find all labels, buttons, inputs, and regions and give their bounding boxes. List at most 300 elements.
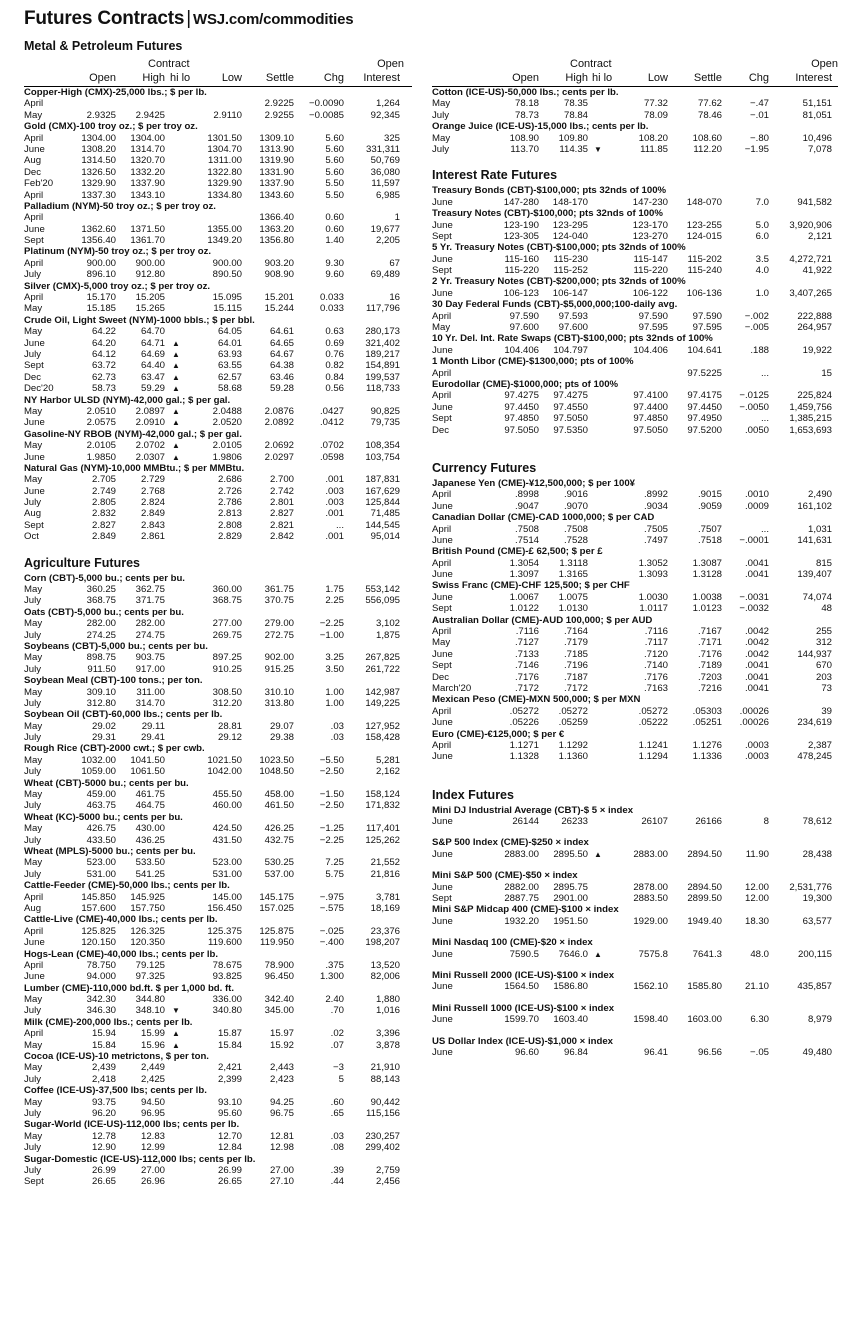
month-cell: July bbox=[24, 1142, 42, 1154]
open-cell: 2,439 bbox=[91, 1062, 116, 1074]
open-cell: 1.0122 bbox=[509, 603, 539, 615]
chg-cell: −5.50 bbox=[319, 754, 344, 766]
header-chg: Chg bbox=[323, 72, 344, 84]
settle-cell: 2.0692 bbox=[264, 440, 294, 452]
chg-cell: 0.60 bbox=[325, 212, 344, 224]
open-cell: 64.20 bbox=[91, 337, 116, 349]
month-cell: May bbox=[24, 440, 43, 452]
chg-cell: 5.60 bbox=[325, 155, 344, 167]
table-row bbox=[24, 133, 412, 144]
chg-cell: .003 bbox=[325, 485, 344, 497]
month-cell: May bbox=[24, 1130, 43, 1142]
settle-cell: 96.56 bbox=[697, 1046, 722, 1058]
settle-cell: .7189 bbox=[697, 660, 722, 672]
interest-cell: 154,891 bbox=[365, 360, 400, 372]
header-low: Low bbox=[647, 72, 668, 84]
interest-cell: 199,537 bbox=[365, 371, 400, 383]
low-cell: 340.80 bbox=[212, 1005, 242, 1017]
open-cell: .7176 bbox=[514, 671, 539, 683]
table-row bbox=[432, 413, 838, 424]
table-row bbox=[24, 823, 412, 834]
month-cell: April bbox=[24, 292, 44, 304]
high-cell: 2.849 bbox=[140, 508, 165, 520]
open-cell: 94.000 bbox=[86, 971, 116, 983]
table-row bbox=[24, 338, 412, 349]
table-row bbox=[432, 98, 838, 109]
table-row bbox=[24, 224, 412, 235]
low-cell: 2.0488 bbox=[212, 405, 242, 417]
open-cell: .05226 bbox=[509, 717, 539, 729]
open-cell: 900.00 bbox=[86, 257, 116, 269]
settle-cell: 2.9225 bbox=[264, 98, 294, 110]
header-interest: Interest bbox=[795, 72, 832, 84]
high-cell: 1.3118 bbox=[559, 557, 588, 569]
chg-cell: 6.30 bbox=[750, 1014, 769, 1026]
month-cell: June bbox=[432, 344, 453, 356]
chg-cell: −.400 bbox=[319, 937, 344, 949]
chg-cell: ... bbox=[336, 519, 344, 531]
high-cell: 1343.10 bbox=[130, 189, 165, 201]
month-cell: June bbox=[24, 937, 45, 949]
chg-cell: .0042 bbox=[744, 648, 769, 660]
table-row bbox=[24, 110, 412, 121]
trend-arrow-icon: ▲ bbox=[172, 1040, 180, 1050]
month-cell: June bbox=[432, 648, 453, 660]
open-cell: 1564.50 bbox=[504, 981, 539, 993]
settle-cell: 77.62 bbox=[697, 98, 722, 110]
chg-cell: 11.90 bbox=[745, 848, 769, 860]
open-cell: 78.18 bbox=[514, 98, 539, 110]
month-cell: June bbox=[432, 196, 453, 208]
table-row bbox=[24, 406, 412, 417]
table-row bbox=[432, 649, 838, 660]
open-cell: 64.12 bbox=[91, 348, 116, 360]
chg-cell: .0702 bbox=[319, 440, 344, 452]
high-cell: 464.75 bbox=[135, 800, 165, 812]
month-cell: May bbox=[24, 857, 43, 869]
table-row bbox=[432, 981, 838, 992]
low-cell: 115-147 bbox=[633, 253, 668, 265]
trend-arrow-icon: ▲ bbox=[172, 452, 180, 462]
section-spacer bbox=[432, 36, 838, 56]
open-cell: 147-280 bbox=[503, 196, 539, 208]
open-cell: 106-123 bbox=[503, 287, 539, 299]
chg-cell: −3 bbox=[333, 1062, 344, 1074]
chg-cell: 5.0 bbox=[755, 219, 769, 231]
chg-cell: 5.50 bbox=[325, 178, 344, 190]
chg-cell: −0.0090 bbox=[309, 98, 344, 110]
month-cell: June bbox=[432, 401, 453, 413]
contract-title: Milk (CME)-200,000 lbs.; cents per lb. bbox=[24, 1016, 193, 1028]
header-high: High bbox=[565, 72, 588, 84]
high-cell: 96.84 bbox=[563, 1046, 588, 1058]
high-cell: 903.75 bbox=[135, 652, 165, 664]
contract-title: Swiss Franc (CME)-CHF 125,500; $ per CHF bbox=[432, 580, 630, 592]
open-cell: .7127 bbox=[514, 637, 539, 649]
contract-title: Coffee (ICE-US)-37,500 lbs; cents per lb. bbox=[24, 1085, 207, 1097]
open-cell: 2.0105 bbox=[86, 440, 116, 452]
interest-cell: 144,545 bbox=[365, 519, 400, 531]
header-open-interest-top: Open bbox=[377, 58, 404, 70]
high-cell: 79.125 bbox=[135, 959, 165, 971]
interest-cell: 553,142 bbox=[365, 584, 400, 596]
month-cell: July bbox=[24, 269, 42, 281]
table-row bbox=[24, 595, 412, 606]
high-cell: 344.80 bbox=[135, 994, 165, 1006]
open-cell: .05272 bbox=[509, 705, 539, 717]
low-cell: 890.50 bbox=[212, 269, 242, 281]
high-cell: 106-147 bbox=[552, 287, 588, 299]
open-cell: 896.10 bbox=[86, 269, 116, 281]
interest-cell: 2,205 bbox=[375, 235, 400, 247]
settle-cell: 1.3087 bbox=[692, 557, 722, 569]
low-cell: .7176 bbox=[643, 671, 668, 683]
settle-cell: 64.67 bbox=[269, 348, 294, 360]
high-cell: 436.25 bbox=[135, 834, 165, 846]
chg-cell: −2.25 bbox=[319, 834, 344, 846]
chg-cell: .03 bbox=[330, 1130, 344, 1142]
trend-arrow-icon: ▲ bbox=[172, 406, 180, 416]
open-cell: .7133 bbox=[514, 648, 539, 660]
header-open: Open bbox=[89, 72, 116, 84]
open-cell: 12.90 bbox=[91, 1142, 116, 1154]
spacer bbox=[432, 1026, 838, 1036]
month-cell: June bbox=[432, 287, 453, 299]
table-row bbox=[24, 1040, 412, 1051]
open-cell: 2887.75 bbox=[504, 893, 539, 905]
table-row bbox=[432, 254, 838, 265]
chg-cell: .60 bbox=[330, 1096, 344, 1108]
high-cell: 123-295 bbox=[552, 219, 588, 231]
chg-cell: .39 bbox=[330, 1164, 344, 1176]
month-cell: May bbox=[24, 652, 43, 664]
low-cell: 95.60 bbox=[217, 1107, 242, 1119]
high-cell: 27.00 bbox=[140, 1164, 165, 1176]
interest-cell: 92,345 bbox=[370, 109, 400, 121]
chg-cell: 5.60 bbox=[325, 143, 344, 155]
high-cell: 12.99 bbox=[140, 1142, 165, 1154]
interest-cell: 144,937 bbox=[797, 648, 832, 660]
contract-title: Canadian Dollar (CME)-CAD 1000,000; $ per CAD bbox=[432, 512, 655, 524]
site-name: WSJ.com/commodities bbox=[192, 11, 354, 28]
high-cell: 97.5350 bbox=[553, 424, 588, 436]
open-cell: 78.73 bbox=[514, 109, 539, 121]
chg-cell: 6.0 bbox=[755, 230, 769, 242]
open-cell: 26.65 bbox=[91, 1176, 116, 1188]
month-cell: July bbox=[24, 1073, 42, 1085]
high-cell: 912.80 bbox=[135, 269, 165, 281]
open-cell: 97.4450 bbox=[504, 401, 539, 413]
settle-cell: 915.25 bbox=[264, 663, 294, 675]
settle-cell: 2,423 bbox=[269, 1073, 294, 1085]
high-cell: 15.205 bbox=[135, 292, 165, 304]
high-cell: 64.70 bbox=[140, 326, 165, 338]
high-cell: 2.768 bbox=[140, 485, 165, 497]
settle-cell: 15.244 bbox=[264, 303, 294, 315]
open-cell: 1.1271 bbox=[509, 739, 539, 751]
table-row bbox=[432, 220, 838, 231]
settle-cell: 342.40 bbox=[264, 994, 294, 1006]
chg-cell: .003 bbox=[325, 497, 344, 509]
settle-cell: .7167 bbox=[697, 626, 722, 638]
settle-cell: 432.75 bbox=[264, 834, 294, 846]
interest-cell: 225,824 bbox=[797, 390, 832, 402]
low-cell: 64.05 bbox=[217, 326, 242, 338]
low-cell: 455.50 bbox=[212, 789, 242, 801]
high-cell: 12.83 bbox=[140, 1130, 165, 1142]
low-cell: 2.808 bbox=[217, 519, 242, 531]
low-cell: 123-170 bbox=[632, 219, 668, 231]
low-cell: 312.20 bbox=[212, 697, 242, 709]
table-row bbox=[24, 167, 412, 178]
interest-cell: 2,121 bbox=[807, 230, 832, 242]
low-cell: 910.25 bbox=[212, 663, 242, 675]
high-cell: 461.75 bbox=[135, 789, 165, 801]
settle-cell: .9015 bbox=[697, 489, 722, 501]
month-cell: Sept bbox=[432, 230, 452, 242]
table-row bbox=[24, 474, 412, 485]
low-cell: 336.00 bbox=[212, 994, 242, 1006]
chg-cell: −.05 bbox=[750, 1046, 769, 1058]
header-chg: Chg bbox=[748, 72, 769, 84]
chg-cell: .0598 bbox=[319, 451, 344, 463]
settle-cell: 370.75 bbox=[264, 595, 294, 607]
chg-cell: 0.60 bbox=[325, 223, 344, 235]
table-row bbox=[24, 698, 412, 709]
table-row bbox=[24, 903, 412, 914]
high-cell: 1332.20 bbox=[130, 166, 165, 178]
open-cell: 15.185 bbox=[86, 303, 116, 315]
chg-cell: .001 bbox=[325, 474, 344, 486]
interest-cell: 48 bbox=[821, 603, 832, 615]
settle-cell: 123-255 bbox=[686, 219, 722, 231]
low-cell: .05272 bbox=[638, 705, 668, 717]
table-row bbox=[24, 618, 412, 629]
low-cell: 1.3093 bbox=[638, 569, 668, 581]
chg-cell: .0003 bbox=[744, 739, 769, 751]
settle-cell: 1.3128 bbox=[692, 569, 722, 581]
table-row bbox=[24, 755, 412, 766]
trend-arrow-icon: ▼ bbox=[172, 1006, 180, 1016]
table-row bbox=[24, 98, 412, 109]
open-cell: 2.0510 bbox=[86, 405, 116, 417]
low-cell: .7163 bbox=[643, 682, 668, 694]
chg-cell: .02 bbox=[330, 1028, 344, 1040]
contract-title: Oats (CBT)-5,000 bu.; cents per bu. bbox=[24, 606, 184, 618]
header-open: Open bbox=[512, 72, 539, 84]
interest-cell: 69,489 bbox=[370, 269, 400, 281]
settle-cell: 59.28 bbox=[269, 383, 294, 395]
settle-cell: .7203 bbox=[697, 671, 722, 683]
interest-cell: 941,582 bbox=[797, 196, 832, 208]
settle-cell: 458.00 bbox=[264, 789, 294, 801]
chg-cell: .00026 bbox=[739, 705, 769, 717]
contract-title: Mini Russell 1000 (ICE-US)-$100 × index bbox=[432, 1002, 615, 1014]
high-cell: .7187 bbox=[563, 671, 588, 683]
interest-cell: 82,006 bbox=[370, 971, 400, 983]
high-cell: 1314.70 bbox=[130, 143, 165, 155]
low-cell: 96.41 bbox=[643, 1046, 668, 1058]
table-row bbox=[24, 417, 412, 428]
open-cell: 115-160 bbox=[504, 253, 539, 265]
contract-title: Hogs-Lean (CME)-40,000 lbs.; cents per lb. bbox=[24, 948, 219, 960]
interest-cell: 115,156 bbox=[366, 1107, 400, 1119]
table-row bbox=[24, 326, 412, 337]
contract-title: Mini Nasdaq 100 (CME)-$20 × index bbox=[432, 937, 593, 949]
table-row bbox=[432, 390, 838, 401]
month-cell: May bbox=[24, 1096, 43, 1108]
low-cell: 2,421 bbox=[217, 1062, 242, 1074]
contract-title: Mexican Peso (CME)-MXN 500,000; $ per MXN bbox=[432, 694, 641, 706]
interest-cell: 73 bbox=[821, 682, 832, 694]
high-cell: 274.75 bbox=[135, 629, 165, 641]
low-cell: 1355.00 bbox=[207, 223, 242, 235]
low-cell: 63.55 bbox=[217, 360, 242, 372]
high-cell: 64.40 bbox=[140, 360, 165, 372]
interest-cell: 203 bbox=[815, 671, 832, 683]
chg-cell: .0041 bbox=[744, 557, 769, 569]
settle-cell: 1366.40 bbox=[259, 212, 294, 224]
chg-cell: .0041 bbox=[744, 682, 769, 694]
month-cell: June bbox=[432, 500, 453, 512]
contract-title: S&P 500 Index (CME)-$250 × index bbox=[432, 837, 589, 849]
high-cell: 900.00 bbox=[135, 257, 165, 269]
chg-cell: .0003 bbox=[744, 751, 769, 763]
low-cell: 1301.50 bbox=[207, 132, 242, 144]
chg-cell: ... bbox=[761, 413, 769, 425]
section-title: Index Futures bbox=[432, 787, 514, 802]
open-cell: 1337.30 bbox=[81, 189, 116, 201]
interest-cell: 88,143 bbox=[370, 1073, 400, 1085]
contract-title: Cattle-Feeder (CME)-50,000 lbs.; cents per lb. bbox=[24, 880, 230, 892]
chg-cell: .001 bbox=[325, 531, 344, 543]
low-cell: 104.406 bbox=[633, 344, 668, 356]
settle-cell: 26166 bbox=[695, 816, 722, 828]
settle-cell: 96.450 bbox=[264, 971, 294, 983]
low-cell: 2883.00 bbox=[633, 848, 668, 860]
open-cell: 2.9325 bbox=[86, 109, 116, 121]
table-row bbox=[24, 766, 412, 777]
interest-cell: 3,407,265 bbox=[789, 287, 832, 299]
interest-cell: 127,952 bbox=[365, 720, 400, 732]
month-cell: April bbox=[432, 367, 452, 379]
settle-cell: 272.75 bbox=[264, 629, 294, 641]
interest-cell: 74,074 bbox=[802, 591, 832, 603]
table-row bbox=[432, 368, 838, 379]
settle-cell: 1.1336 bbox=[692, 751, 722, 763]
high-cell: 1320.70 bbox=[130, 155, 165, 167]
open-cell: 29.31 bbox=[91, 732, 116, 744]
low-cell: 1304.70 bbox=[207, 143, 242, 155]
chg-cell: .375 bbox=[325, 959, 344, 971]
low-cell: 97.595 bbox=[638, 322, 668, 334]
low-cell: 26.65 bbox=[217, 1176, 242, 1188]
contract-title: Lumber (CME)-110,000 bd.ft. $ per 1,000 bd. ft. bbox=[24, 982, 235, 994]
table-row bbox=[24, 1131, 412, 1142]
table-row bbox=[24, 292, 412, 303]
table-row bbox=[24, 372, 412, 383]
open-cell: 97.5050 bbox=[504, 424, 539, 436]
open-cell: 12.78 bbox=[91, 1130, 116, 1142]
interest-cell: 222,888 bbox=[797, 310, 832, 322]
header-hilo: hi lo bbox=[170, 72, 191, 84]
month-cell: June bbox=[432, 848, 453, 860]
month-cell: July bbox=[24, 595, 42, 607]
low-cell: 106-122 bbox=[632, 287, 668, 299]
high-cell: 1061.50 bbox=[130, 766, 165, 778]
open-cell: 26.99 bbox=[91, 1164, 116, 1176]
interest-cell: 2,490 bbox=[807, 489, 832, 501]
settle-cell: 1603.00 bbox=[687, 1014, 722, 1026]
high-cell: 148-170 bbox=[552, 196, 588, 208]
high-cell: 29.41 bbox=[140, 732, 165, 744]
left-column bbox=[24, 36, 412, 1188]
low-cell: 15.87 bbox=[217, 1028, 242, 1040]
table-row bbox=[24, 1005, 412, 1016]
low-cell: 156.450 bbox=[207, 902, 242, 914]
chg-cell: .188 bbox=[750, 344, 769, 356]
spacer bbox=[432, 436, 838, 458]
month-cell: May bbox=[432, 132, 451, 144]
low-cell: 1.9806 bbox=[212, 451, 242, 463]
chg-cell: 1.75 bbox=[325, 584, 344, 596]
settle-cell: 97.4175 bbox=[687, 390, 722, 402]
interest-cell: 1,385,215 bbox=[789, 413, 832, 425]
table-row bbox=[24, 937, 412, 948]
settle-cell: 2.700 bbox=[269, 474, 294, 486]
high-cell: 97.5050 bbox=[553, 413, 588, 425]
month-cell: July bbox=[24, 629, 42, 641]
low-cell: 108.20 bbox=[638, 132, 668, 144]
right-column bbox=[432, 36, 838, 1058]
low-cell: 1.0117 bbox=[639, 603, 668, 615]
high-cell: 15.265 bbox=[135, 303, 165, 315]
open-cell: 1059.00 bbox=[81, 766, 116, 778]
month-cell: June bbox=[432, 591, 453, 603]
settle-cell: 148-070 bbox=[686, 196, 722, 208]
interest-cell: 556,095 bbox=[365, 595, 400, 607]
settle-cell: 2.742 bbox=[269, 485, 294, 497]
high-cell: 1337.90 bbox=[130, 178, 165, 190]
table-row bbox=[432, 717, 838, 728]
contract-title: Orange Juice (ICE-US)-15,000 lbs.; cents per lb. bbox=[432, 121, 649, 133]
chg-cell: 1.0 bbox=[755, 287, 769, 299]
interest-cell: 21,816 bbox=[370, 868, 400, 880]
chg-cell: .0042 bbox=[744, 626, 769, 638]
low-cell: 360.00 bbox=[212, 584, 242, 596]
open-cell: 58.73 bbox=[91, 383, 116, 395]
settle-cell: 125.875 bbox=[259, 925, 294, 937]
table-row bbox=[24, 1028, 412, 1039]
open-cell: 2.832 bbox=[91, 508, 116, 520]
settle-cell: 97.595 bbox=[692, 322, 722, 334]
chg-cell: .0041 bbox=[744, 671, 769, 683]
month-cell: June bbox=[24, 337, 45, 349]
settle-cell: 97.5200 bbox=[687, 424, 722, 436]
table-row bbox=[24, 664, 412, 675]
chg-cell: .00026 bbox=[739, 717, 769, 729]
contract-title: Mini Russell 2000 (ICE-US)-$100 × index bbox=[432, 970, 615, 981]
chg-cell: 9.60 bbox=[325, 269, 344, 281]
high-cell: 2.0910 bbox=[135, 417, 165, 429]
table-row bbox=[432, 751, 838, 762]
interest-cell: 261,722 bbox=[365, 663, 400, 675]
settle-cell: 1949.40 bbox=[687, 915, 722, 927]
spacer bbox=[432, 763, 838, 785]
high-cell: 2.9425 bbox=[135, 109, 165, 121]
table-row bbox=[24, 1108, 412, 1119]
trend-arrow-icon: ▼ bbox=[594, 144, 602, 154]
